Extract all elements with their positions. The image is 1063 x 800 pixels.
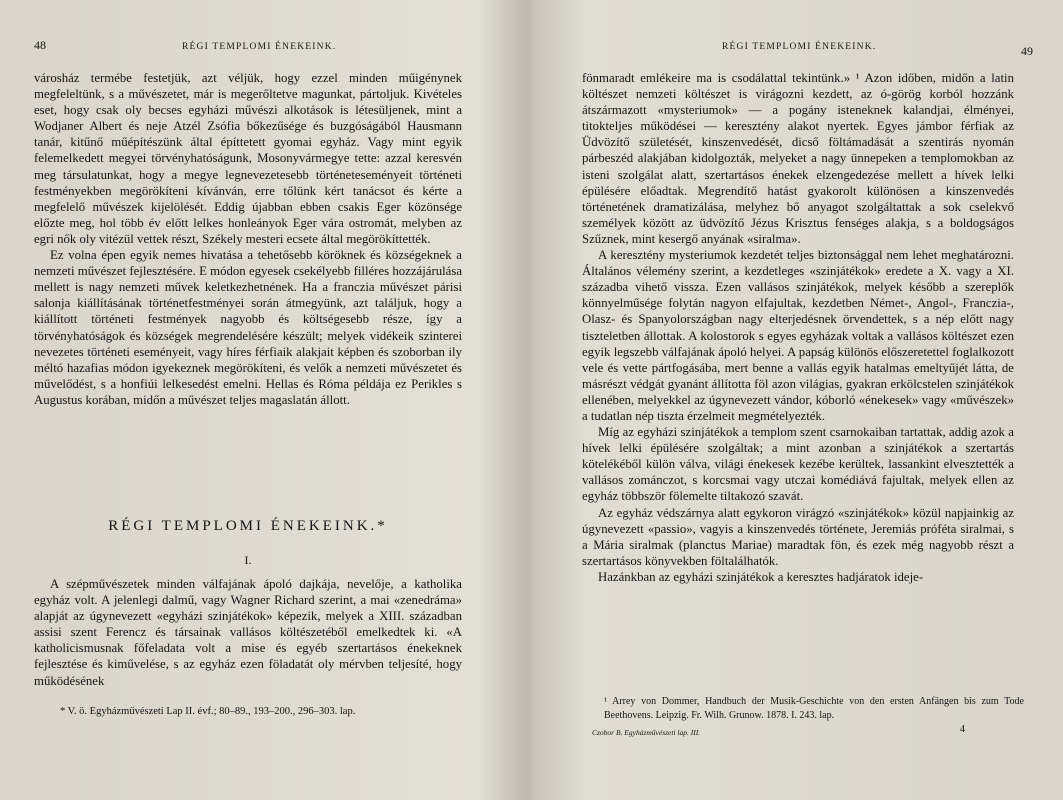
right-body-text <box>582 70 1014 585</box>
left-body-text <box>34 70 462 408</box>
section-title: RÉGI TEMPLOMI ÉNEKEINK.* <box>108 518 388 534</box>
page-number-left: 48 <box>34 38 46 52</box>
paragraph: Míg az egyházi szinjátékok a templom szent csarnokaiban tartattak, addig azok a hívek lelki épülésére szolgáltak; a mint azonban a szinjátékok a szertartás kötelékéből külön válva, világi énekesek kezébe kerültek, lassankint elvesztették a vallásos zománczot, s korcsmai vagy utczai komédiává fajultak, melyek ellen az egyház többször fölemelte tiltakozó szavát. <box>582 425 1014 504</box>
running-head-right: RÉGI TEMPLOMI ÉNEKEINK. <box>722 42 877 52</box>
footnote-right: ¹ Arrey von Dommer, Handbuch der Musik-Geschichte von den ersten Anfängen bis zum Tode Beethovens. Leipzig. Fr. Wilh. Grunow. 1878. I. 243. lap. <box>604 696 1024 721</box>
left-page <box>0 0 530 800</box>
signature-mark: Czobor B. Egyházművészeti lap. III. <box>592 728 701 737</box>
signature-number: 4 <box>960 724 965 735</box>
page-number-right: 49 <box>1021 44 1033 58</box>
right-page <box>532 0 1063 800</box>
paragraph: Az egyház védszárnya alatt egykoron virágzó «szinjátékok» közül napjainkig az úgynevezett «passio», vagyis a kinszenvedés története, Jeremiás próféta siralmai, s a Mária siralmak (planctus Mariae) maradtak fön, és ezek még nagyobb részt a szertartásos könyvekben föltalálhatók. <box>582 505 1014 568</box>
running-head-left: RÉGI TEMPLOMI ÉNEKEINK. <box>182 42 337 52</box>
footnote-left: * V. ö. Egyházművészeti Lap II. évf.; 80–89., 193–200., 296–303. lap. <box>60 706 356 717</box>
paragraph: A keresztény mysteriumok kezdetét teljes biztonsággal nem lehet meghatározni. Általános vélemény szerint, a kezdetleges «szinjátékok» eredete a X. vagy a XI. századba vihető vissza. Ezen vallásos szinjátékok, melyek később a szereplők könnyelműsége folytán nagyon elfajultak, kezdetben Német-, Angol-, Franczia-, Olasz- és Spanyolországban nagy elterjedésnek örvendettek, s a nép előtt nagy tiszteletben állottak. A kolostorok s egyes egyházak voltak a vallásos költészet ezen egyik legszebb válfajának ápoló helyei. A papság különös előszeretettel foglalkozott vele és vette pártfogásába, mert benne a vallás egyik hatalmas emeltyűjét látta, de másrészt védgát gyanánt állította föl azon világias, gyakran erkölcstelen szinjátékok ellenében, melyekkel az úgynevezett vándor, kóborló «énekesek» vagy «művészek» a tudatlan nép tiszta érzelmeit megmételyezték. <box>582 248 1014 423</box>
paragraph: fönmaradt emlékeire ma is csodálattal tekintünk.» ¹ Azon időben, midőn a latin költészet nemzeti költészet is virágozni kezdett, az ó-görög korból hozzánk átszármazott «mysteriumok» — a pogány isteneknek kalandjai, élményei, titokteljes működései — keresztény alakot nyertek. Egyes jámbor férfiak az Üdvözítő születését, kinszenvedését, dicső föltámadását a szentirás nyomán párbeszéd alakjában kidolgozták, melyeket a nagy ünnepeken a templomokban az isteni szolgálat alatt, szertartásos énekek elzengedezése mellett a hívek lelki épülésére előadtak. Megrendítő hatást gyakorolt különösen a kinszenvedés történetének dramatizálása, melyhez bő anyagot szolgáltattak a sok cselekvő személyek között az üdvözítő Jézus Krisztus fenséges alakja, s a boldogságos Szűznek, mint kesergő anyának «siralma». <box>582 71 1014 246</box>
paragraph: Hazánkban az egyházi szinjátékok a keresztes hadjáratok ideje- <box>598 569 924 584</box>
paragraph: Ez volna épen egyik nemes hivatása a tehetősebb köröknek és községeknek a nemzeti művészet fejlesztésére. E módon egyesek csekélyebb filléres hozzájárulása mellett is nagy nemzeti művek keletkezhetnének. Ha a franczia művészet párisi salonja kiállításának történetfestményei során átmegyünk, azt találjuk, hogy a kiállított történeti festmények nagyobb és költségesebb része, így a törvényhatóságok és községek megrendelésére készült; melyek vidékeik szinterei nevezetes történeti eseményeit, vagy híres férfiaik alakjait képben és szoborban ily méltó hazafias módon igyekeznek megörökíteni, és velők a nemzeti művészetet és művelődést, s a honfiúi lelkesedést emelni. Hellas és Róma példája ez Perikles s Augustus korában, midőn a művészet teljes magaslatán állott. <box>34 248 462 407</box>
paragraph: városház termébe festetjük, azt véljük, hogy ezzel minden műigénynek megfeleltünk, s a művészetet, már is megerőltetve magunkat, pártoljuk. Kivételes eset, hogy csak oly becses egyházi művészi alkotások is létesüljenek, mint a Wodjaner Albert és neje Atzél Zsófia bőkezűsége és buzgóságából Hausmann tanár, kitűnő műépítészünk által építtetett gyomai egyház. Vagy mint egyik felemelkedett megyei törvényhatóságunk, Mosonyvármegye tette: azzal keresvén meg társulatunkat, hogy a megye legnevezetesebb történeteseményeit történeti festményekben megörökíteni kívánván, erre tőlünk kért tanácsot és kérte a megfelelő művészek kijelölését. Eddig újabban ebben csakis Eger közönsége előzte meg, hol több év előtt lelkes honleányok Eger vára ostromát, melyben az egri nők oly vitézül vettek részt, Székely mesteri ecsete által megörökíttették. <box>34 71 462 246</box>
section-body-text <box>34 576 462 689</box>
section-number: I. <box>244 553 252 567</box>
paragraph: A szépművészetek minden válfajának ápoló dajkája, nevelője, a katholika egyház volt. A jelenlegi dalmű, vagy Wagner Richard szerint, a mai «zenedráma» alapját az úgynevezett «egyházi szinjátékok» képezik, melyek a XIII. században assisi szent Ferencz és társainak vallásos költészetéből emelkedtek ki. «A katholicismusnak főfeladata volt a mise és egyéb szertartásos énekeknek fejlesztése és kiművelése, s az egyház ezen föladatát oly mérvben teljesíté, hogy működésének <box>34 577 462 688</box>
